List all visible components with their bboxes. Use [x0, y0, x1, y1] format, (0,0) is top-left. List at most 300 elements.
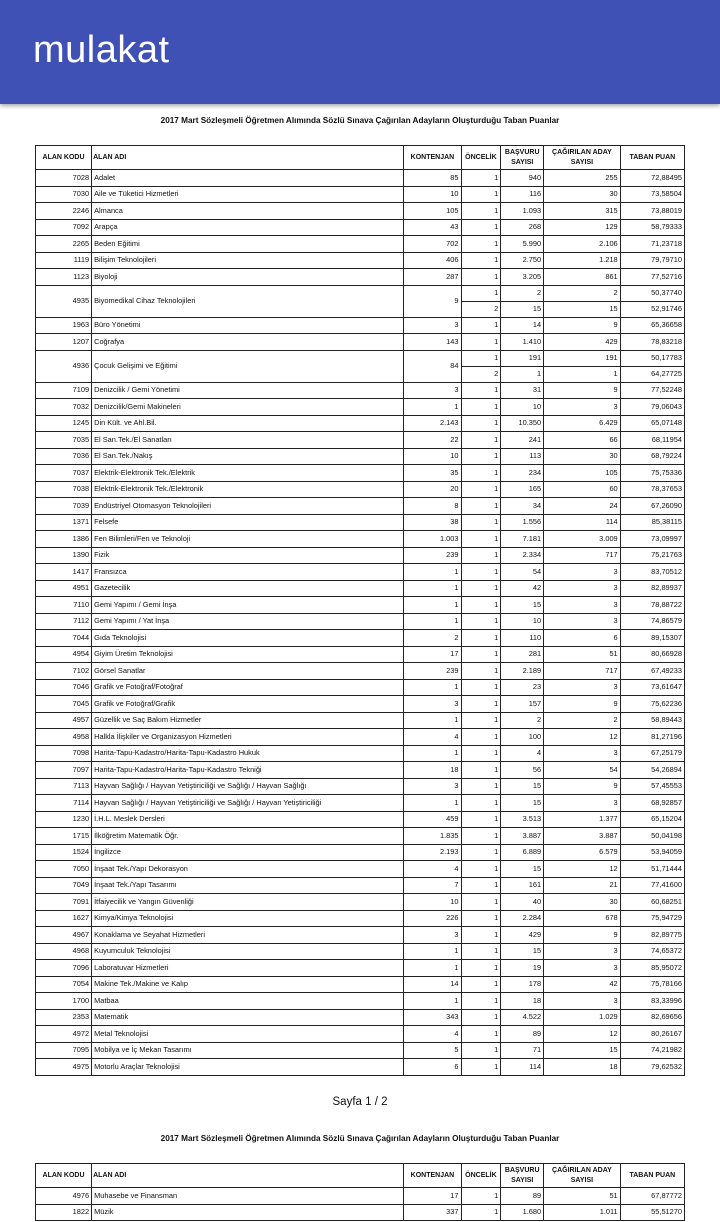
cell-quota: 35: [404, 465, 461, 482]
cell-quota: 17: [404, 1188, 461, 1205]
cell-code: 4972: [36, 1026, 92, 1043]
cell-score: 64,27725: [620, 366, 684, 382]
cell-priority: 1: [461, 696, 501, 713]
cell-priority: 1: [461, 580, 501, 597]
cell-called: 51: [544, 1188, 621, 1205]
cell-score: 78,88722: [620, 597, 684, 614]
cell-applicants: 40: [501, 894, 544, 911]
table-header-row: [36, 1164, 685, 1188]
cell-priority: 1: [461, 514, 501, 531]
table-row: [36, 285, 685, 301]
cell-priority: 1: [461, 894, 501, 911]
table-row: [36, 350, 685, 366]
table-row: [36, 170, 685, 187]
cell-code: 7036: [36, 448, 92, 465]
cell-priority: 1: [461, 762, 501, 779]
cell-applicants: 2.189: [501, 663, 544, 680]
cell-code: 4967: [36, 927, 92, 944]
cell-quota: 18: [404, 762, 461, 779]
cell-quota: 4: [404, 1026, 461, 1043]
cell-name: Almanca: [92, 203, 404, 220]
cell-quota: 17: [404, 646, 461, 663]
cell-called: 3.887: [544, 828, 621, 845]
cell-code: 7049: [36, 877, 92, 894]
document-title: 2017 Mart Sözleşmeli Öğretmen Alımında Sözlü Sınava Çağırılan Adayların Oluşturduğu Taban Puanlar: [160, 116, 560, 125]
table-row: [36, 432, 685, 449]
cell-quota: 5: [404, 1042, 461, 1059]
cell-score: 51,71444: [620, 861, 684, 878]
cell-name: Denizcilik/Gemi Makineleri: [92, 399, 404, 416]
cell-applicants: 7.181: [501, 531, 544, 548]
cell-priority: 1: [461, 877, 501, 894]
header-applicants: BAŞVURU SAYISI: [501, 146, 544, 170]
cell-called: 60: [544, 481, 621, 498]
cell-priority: 1: [461, 1009, 501, 1026]
cell-applicants: 15: [501, 597, 544, 614]
cell-applicants: 89: [501, 1026, 544, 1043]
cell-score: 50,17783: [620, 350, 684, 366]
header-called: ÇAĞIRILAN ADAY SAYISI: [544, 1164, 621, 1188]
cell-applicants: 268: [501, 219, 544, 236]
cell-applicants: 15: [501, 301, 544, 317]
cell-applicants: 191: [501, 350, 544, 366]
table-row: [36, 1204, 685, 1221]
cell-priority: 1: [461, 828, 501, 845]
cell-applicants: 5.990: [501, 236, 544, 253]
cell-name: Harita-Tapu-Kadastro/Harita-Tapu-Kadastro Tekniği: [92, 762, 404, 779]
cell-called: 678: [544, 910, 621, 927]
cell-applicants: 165: [501, 481, 544, 498]
cell-applicants: 281: [501, 646, 544, 663]
cell-called: 9: [544, 778, 621, 795]
cell-quota: 10: [404, 186, 461, 203]
cell-priority: 1: [461, 795, 501, 812]
cell-quota: 14: [404, 976, 461, 993]
cell-applicants: 178: [501, 976, 544, 993]
table-row: [36, 1026, 685, 1043]
cell-name: İnşaat Tek./Yapı Tasarımı: [92, 877, 404, 894]
cell-quota: 38: [404, 514, 461, 531]
cell-code: 4935: [36, 285, 92, 317]
cell-applicants: 1.556: [501, 514, 544, 531]
cell-name: Mobilya ve İç Mekan Tasarımı: [92, 1042, 404, 1059]
cell-score: 78,37653: [620, 481, 684, 498]
cell-quota: 3: [404, 317, 461, 334]
cell-quota: 1.835: [404, 828, 461, 845]
cell-code: 7039: [36, 498, 92, 515]
cell-score: 60,68251: [620, 894, 684, 911]
cell-name: Müzik: [92, 1204, 404, 1221]
table-row: [36, 712, 685, 729]
cell-priority: 1: [461, 465, 501, 482]
cell-called: 3: [544, 679, 621, 696]
table-row: [36, 646, 685, 663]
cell-quota: 239: [404, 547, 461, 564]
cell-called: 429: [544, 334, 621, 351]
cell-quota: 10: [404, 894, 461, 911]
cell-priority: 1: [461, 960, 501, 977]
table-row: [36, 696, 685, 713]
cell-code: 7035: [36, 432, 92, 449]
table-row: [36, 1009, 685, 1026]
cell-priority: 1: [461, 170, 501, 187]
cell-priority: 1: [461, 844, 501, 861]
cell-score: 67,26090: [620, 498, 684, 515]
cell-code: 7109: [36, 382, 92, 399]
cell-applicants: 42: [501, 580, 544, 597]
header-code: ALAN KODU: [36, 146, 92, 170]
cell-code: 1627: [36, 910, 92, 927]
cell-name: Endüstriyel Otomasyon Teknolojileri: [92, 498, 404, 515]
cell-called: 1.218: [544, 252, 621, 269]
cell-score: 73,61647: [620, 679, 684, 696]
cell-applicants: 10: [501, 399, 544, 416]
table-row: [36, 415, 685, 432]
cell-applicants: 14: [501, 317, 544, 334]
cell-priority: 1: [461, 597, 501, 614]
cell-name: İngilizce: [92, 844, 404, 861]
cell-score: 79,79710: [620, 252, 684, 269]
cell-score: 55,51270: [620, 1204, 684, 1221]
cell-quota: 10: [404, 448, 461, 465]
table-row: [36, 498, 685, 515]
cell-score: 75,21763: [620, 547, 684, 564]
cell-applicants: 2.284: [501, 910, 544, 927]
cell-score: 79,06043: [620, 399, 684, 416]
cell-priority: 1: [461, 498, 501, 515]
cell-applicants: 114: [501, 1059, 544, 1076]
cell-applicants: 110: [501, 630, 544, 647]
table-row: [36, 252, 685, 269]
table-row: [36, 1042, 685, 1059]
cell-quota: 143: [404, 334, 461, 351]
cell-quota: 1.003: [404, 531, 461, 548]
app-bar: [0, 0, 720, 104]
cell-applicants: 6.889: [501, 844, 544, 861]
cell-name: Elektrik-Elektronik Tek./Elektronik: [92, 481, 404, 498]
cell-called: 1.377: [544, 811, 621, 828]
cell-quota: 7: [404, 877, 461, 894]
cell-called: 1: [544, 366, 621, 382]
cell-score: 74,65372: [620, 943, 684, 960]
cell-code: 7050: [36, 861, 92, 878]
cell-priority: 1: [461, 745, 501, 762]
cell-applicants: 241: [501, 432, 544, 449]
cell-name: El San.Tek./Nakış: [92, 448, 404, 465]
cell-score: 73,88019: [620, 203, 684, 220]
cell-priority: 1: [461, 236, 501, 253]
cell-quota: 3: [404, 696, 461, 713]
cell-quota: 43: [404, 219, 461, 236]
cell-called: 861: [544, 269, 621, 286]
table-body: [36, 170, 685, 1076]
cell-name: Arapça: [92, 219, 404, 236]
cell-code: 7038: [36, 481, 92, 498]
cell-priority: 2: [461, 301, 501, 317]
cell-name: Matematik: [92, 1009, 404, 1026]
table-row: [36, 910, 685, 927]
cell-code: 7114: [36, 795, 92, 812]
table-row: [36, 203, 685, 220]
cell-priority: 1: [461, 679, 501, 696]
cell-quota: 1: [404, 993, 461, 1010]
cell-quota: 4: [404, 729, 461, 746]
cell-name: Matbaa: [92, 993, 404, 1010]
cell-called: 3: [544, 993, 621, 1010]
cell-name: Harita-Tapu-Kadastro/Harita-Tapu-Kadastro Hukuk: [92, 745, 404, 762]
cell-score: 50,04198: [620, 828, 684, 845]
cell-priority: 1: [461, 976, 501, 993]
table-row: [36, 993, 685, 1010]
cell-code: 2353: [36, 1009, 92, 1026]
cell-called: 6.579: [544, 844, 621, 861]
cell-priority: 1: [461, 317, 501, 334]
cell-name: İtfaiyecilik ve Yangın Güvenliği: [92, 894, 404, 911]
cell-priority: 1: [461, 1059, 501, 1076]
cell-name: Biyoloji: [92, 269, 404, 286]
table-row: [36, 894, 685, 911]
app-title: mulakat: [33, 29, 170, 71]
cell-name: Grafik ve Fotoğraf/Fotoğraf: [92, 679, 404, 696]
cell-score: 83,70512: [620, 564, 684, 581]
cell-applicants: 157: [501, 696, 544, 713]
cell-code: 2265: [36, 236, 92, 253]
cell-code: 7095: [36, 1042, 92, 1059]
cell-priority: 1: [461, 927, 501, 944]
cell-name: Fizik: [92, 547, 404, 564]
cell-applicants: 116: [501, 186, 544, 203]
cell-code: 7092: [36, 219, 92, 236]
cell-score: 74,21982: [620, 1042, 684, 1059]
cell-code: 7091: [36, 894, 92, 911]
cell-called: 3: [544, 960, 621, 977]
cell-priority: 1: [461, 712, 501, 729]
cell-code: 1245: [36, 415, 92, 432]
table-row: [36, 811, 685, 828]
cell-applicants: 429: [501, 927, 544, 944]
cell-quota: 84: [404, 350, 461, 382]
cell-name: Çocuk Gelişimi ve Eğitimi: [92, 350, 404, 382]
table-row: [36, 399, 685, 416]
cell-quota: 4: [404, 861, 461, 878]
cell-code: 7045: [36, 696, 92, 713]
cell-name: Gıda Teknolojisi: [92, 630, 404, 647]
cell-code: 1119: [36, 252, 92, 269]
cell-applicants: 4: [501, 745, 544, 762]
cell-name: Halkla İlişkiler ve Organizasyon Hizmetleri: [92, 729, 404, 746]
header-code: ALAN KODU: [36, 1164, 92, 1188]
cell-score: 75,78166: [620, 976, 684, 993]
table-row: [36, 1188, 685, 1205]
cell-called: 30: [544, 448, 621, 465]
cell-priority: 1: [461, 993, 501, 1010]
table-row: [36, 828, 685, 845]
cell-quota: 1: [404, 679, 461, 696]
cell-applicants: 100: [501, 729, 544, 746]
cell-quota: 459: [404, 811, 461, 828]
cell-applicants: 234: [501, 465, 544, 482]
cell-priority: 1: [461, 350, 501, 366]
cell-called: 315: [544, 203, 621, 220]
table-row: [36, 729, 685, 746]
cell-code: 1230: [36, 811, 92, 828]
cell-score: 79,62532: [620, 1059, 684, 1076]
cell-applicants: 1: [501, 366, 544, 382]
cell-score: 58,89443: [620, 712, 684, 729]
cell-score: 73,58504: [620, 186, 684, 203]
cell-score: 73,09997: [620, 531, 684, 548]
cell-called: 12: [544, 861, 621, 878]
cell-called: 3: [544, 399, 621, 416]
cell-applicants: 2: [501, 712, 544, 729]
cell-score: 82,89775: [620, 927, 684, 944]
cell-code: 4968: [36, 943, 92, 960]
cell-score: 80,26167: [620, 1026, 684, 1043]
cell-quota: 1: [404, 795, 461, 812]
cell-score: 65,07148: [620, 415, 684, 432]
cell-quota: 1: [404, 960, 461, 977]
cell-priority: 1: [461, 448, 501, 465]
cell-called: 30: [544, 894, 621, 911]
cell-quota: 1: [404, 712, 461, 729]
cell-priority: 2: [461, 366, 501, 382]
cell-code: 4936: [36, 350, 92, 382]
cell-quota: 85: [404, 170, 461, 187]
cell-quota: 337: [404, 1204, 461, 1221]
cell-called: 717: [544, 547, 621, 564]
cell-score: 67,49233: [620, 663, 684, 680]
cell-name: Gemi Yapımı / Yat İnşa: [92, 613, 404, 630]
table-row: [36, 877, 685, 894]
cell-name: Kimya/Kimya Teknolojisi: [92, 910, 404, 927]
cell-called: 255: [544, 170, 621, 187]
table-row: [36, 382, 685, 399]
cell-called: 12: [544, 729, 621, 746]
header-score: TABAN PUAN: [620, 1164, 684, 1188]
cell-priority: 1: [461, 219, 501, 236]
cell-score: 58,79333: [620, 219, 684, 236]
cell-quota: 406: [404, 252, 461, 269]
cell-code: 7112: [36, 613, 92, 630]
cell-code: 1524: [36, 844, 92, 861]
cell-quota: 3: [404, 382, 461, 399]
cell-called: 54: [544, 762, 621, 779]
cell-priority: 1: [461, 646, 501, 663]
cell-score: 52,91746: [620, 301, 684, 317]
cell-called: 3: [544, 597, 621, 614]
cell-code: 4975: [36, 1059, 92, 1076]
cell-quota: 8: [404, 498, 461, 515]
cell-priority: 1: [461, 1026, 501, 1043]
cell-name: Muhasebe ve Finansman: [92, 1188, 404, 1205]
cell-code: 7110: [36, 597, 92, 614]
cell-score: 67,25179: [620, 745, 684, 762]
document-title-page2: 2017 Mart Sözleşmeli Öğretmen Alımında Sözlü Sınava Çağırılan Adayların Oluşturduğu Taban Puanlar: [160, 1134, 560, 1143]
cell-applicants: 15: [501, 861, 544, 878]
cell-called: 3: [544, 943, 621, 960]
cell-score: 68,79224: [620, 448, 684, 465]
cell-code: 1207: [36, 334, 92, 351]
cell-applicants: 3.887: [501, 828, 544, 845]
cell-score: 78,83218: [620, 334, 684, 351]
cell-applicants: 15: [501, 943, 544, 960]
cell-priority: 1: [461, 564, 501, 581]
cell-name: El San.Tek./El Sanatları: [92, 432, 404, 449]
cell-name: Grafik ve Fotoğraf/Grafik: [92, 696, 404, 713]
cell-code: 1390: [36, 547, 92, 564]
cell-name: Metal Teknolojisi: [92, 1026, 404, 1043]
cell-score: 65,36658: [620, 317, 684, 334]
cell-quota: 2.193: [404, 844, 461, 861]
cell-score: 81,27196: [620, 729, 684, 746]
cell-score: 68,92857: [620, 795, 684, 812]
cell-name: Güzellik ve Saç Bakım Hizmetler: [92, 712, 404, 729]
cell-priority: 1: [461, 252, 501, 269]
header-applicants: BAŞVURU SAYISI: [501, 1164, 544, 1188]
cell-score: 82,69656: [620, 1009, 684, 1026]
cell-applicants: 54: [501, 564, 544, 581]
cell-applicants: 161: [501, 877, 544, 894]
cell-applicants: 1.410: [501, 334, 544, 351]
cell-name: Gazetecilik: [92, 580, 404, 597]
table-row: [36, 943, 685, 960]
cell-code: 7046: [36, 679, 92, 696]
cell-priority: 1: [461, 481, 501, 498]
cell-code: 7096: [36, 960, 92, 977]
cell-name: Fen Bilimleri/Fen ve Teknoloji: [92, 531, 404, 548]
cell-applicants: 19: [501, 960, 544, 977]
cell-code: 7113: [36, 778, 92, 795]
cell-name: Kuyumculuk Teknolojisi: [92, 943, 404, 960]
cell-called: 1.011: [544, 1204, 621, 1221]
scores-table-page2: [35, 1163, 685, 1221]
cell-score: 75,75336: [620, 465, 684, 482]
cell-called: 66: [544, 432, 621, 449]
cell-called: 24: [544, 498, 621, 515]
table-row: [36, 679, 685, 696]
table-row: [36, 236, 685, 253]
cell-code: 1386: [36, 531, 92, 548]
table-row: [36, 334, 685, 351]
cell-priority: 1: [461, 729, 501, 746]
cell-called: 9: [544, 696, 621, 713]
cell-name: Elektrik-Elektronik Tek./Elektrik: [92, 465, 404, 482]
cell-applicants: 2.334: [501, 547, 544, 564]
cell-priority: 1: [461, 630, 501, 647]
header-name: ALAN ADI: [92, 1164, 404, 1188]
cell-score: 54,26894: [620, 762, 684, 779]
cell-name: Laboratuvar Hizmetleri: [92, 960, 404, 977]
cell-called: 3: [544, 745, 621, 762]
cell-called: 2.106: [544, 236, 621, 253]
cell-called: 6.429: [544, 415, 621, 432]
cell-called: 105: [544, 465, 621, 482]
cell-code: 7030: [36, 186, 92, 203]
cell-name: İnşaat Tek./Yapı Dekorasyon: [92, 861, 404, 878]
cell-quota: 702: [404, 236, 461, 253]
cell-code: 4976: [36, 1188, 92, 1205]
cell-quota: 3: [404, 778, 461, 795]
cell-priority: 1: [461, 861, 501, 878]
cell-applicants: 89: [501, 1188, 544, 1205]
cell-called: 3: [544, 795, 621, 812]
cell-applicants: 10: [501, 613, 544, 630]
cell-called: 15: [544, 301, 621, 317]
cell-called: 30: [544, 186, 621, 203]
table-row: [36, 219, 685, 236]
cell-name: Coğrafya: [92, 334, 404, 351]
cell-code: 4957: [36, 712, 92, 729]
